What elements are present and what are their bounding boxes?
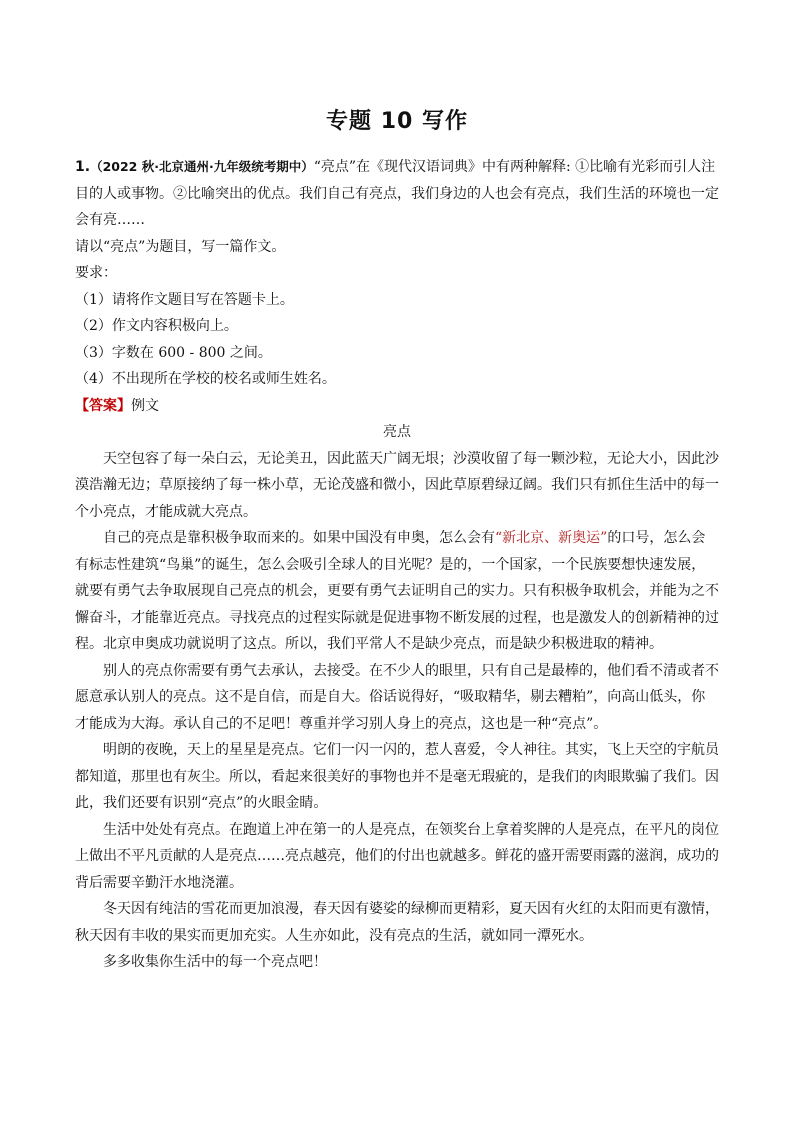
essay-paragraph: 冬天因有纯洁的雪花而更加浪漫，春天因有婆娑的绿柳而更精彩，夏天因有火红的太阳而更有激情，秋天因有丰收的果实而更加充实。人生亦如此，没有亮点的生活，就如同一潭死水。 — [75, 901, 719, 944]
question-source: （2022 秋·北京通州·九年级统考期中） — [90, 159, 314, 174]
question-prompt-text: “亮点”在《现代汉语词典》中有两种解释: ①比喻有光彩而引人注目的人或事物。②比喻突出的优点。我们自己有亮点，我们身边的人也会有亮点，我们生活的环境也一定会有亮…… — [75, 159, 719, 228]
highlighted-slogan: “新北京、新奥运” — [495, 530, 608, 546]
question-prompt — [75, 154, 719, 234]
requirements-label: 要求： — [75, 265, 117, 281]
document-body — [75, 154, 719, 976]
page-title: 专题 10 写作 — [326, 109, 468, 134]
answer-header — [75, 393, 719, 420]
requirement-item: （4）不出现所在学校的校名或师生姓名。 — [75, 371, 336, 387]
requirement-item: （3）字数在 600 - 800 之间。 — [75, 344, 272, 361]
question-instruction: 请以“亮点”为题目，写一篇作文。 — [75, 238, 286, 255]
essay-closing: 多多收集你生活中的每一个亮点吧！ — [103, 954, 327, 970]
essay-title: 亮点 — [383, 424, 411, 440]
answer-tag: 【答案】 — [75, 397, 131, 414]
requirement-item: （2）作文内容积极向上。 — [75, 318, 238, 334]
essay-paragraph — [75, 525, 719, 658]
essay-paragraph-part: 的口号，怎么会有标志性建筑“鸟巢”的诞生，怎么会吸引全球人的目光呢？是的，一个国家，一个民族要想快速发展，就要有勇气去争取展现自己亮点的机会，更要有勇气去证明自己的实力。只有积极争取机会，并能为之不懈奋斗，才能靠近亮点。寻找亮点的过程实际就是促进事物不断发展的过程，也是激发人的创新精神的过程。北京申奥成功就说明了这点。所以，我们平常人不是缺少亮点，而是缺少积极进取的精神。 — [75, 530, 719, 652]
essay-paragraph: 别人的亮点你需要有勇气去承认，去接受。在不少人的眼里，只有自己是最棒的，他们看不清或者不愿意承认别人的亮点。这不是自信，而是自大。俗话说得好，“吸取精华，剔去糟粕”，向高山低头，你才能成为大海。承认自己的不足吧！尊重并学习别人身上的亮点，这也是一种“亮点”。 — [75, 662, 719, 732]
essay-paragraph: 天空包容了每一朵白云，无论美丑，因此蓝天广阔无垠；沙漠收留了每一颗沙粒，无论大小，因此沙漠浩瀚无边；草原接纳了每一株小草，无论茂盛和微小，因此草原碧绿辽阔。我们只有抓住生活中的每一个小亮点，才能成就大亮点。 — [75, 450, 719, 520]
question-number: 1. — [75, 159, 91, 175]
answer-label: 例文 — [131, 397, 159, 414]
requirement-item: （1）请将作文题目写在答题卡上。 — [75, 291, 294, 308]
essay-paragraph: 明朗的夜晚，天上的星星是亮点。它们一闪一闪的，惹人喜爱，令人神往。其实，飞上天空的宇航员都知道，那里也有灰尘。所以，看起来很美好的事物也并不是毫无瑕疵的，是我们的肉眼欺骗了我们。因此，我们还要有识别“亮点”的火眼金睛。 — [75, 742, 719, 811]
essay-paragraph: 生活中处处有亮点。在跑道上冲在第一的人是亮点，在领奖台上拿着奖牌的人是亮点，在平凡的岗位上做出不平凡贡献的人是亮点……亮点越亮，他们的付出也就越多。鲜花的盛开需要雨露的滋润，成功的背后需要辛勤汗水地浇灌。 — [75, 821, 719, 891]
essay-paragraph-part: 自己的亮点是靠积极争取而来的。如果中国没有申奥，怎么会有 — [103, 530, 495, 546]
